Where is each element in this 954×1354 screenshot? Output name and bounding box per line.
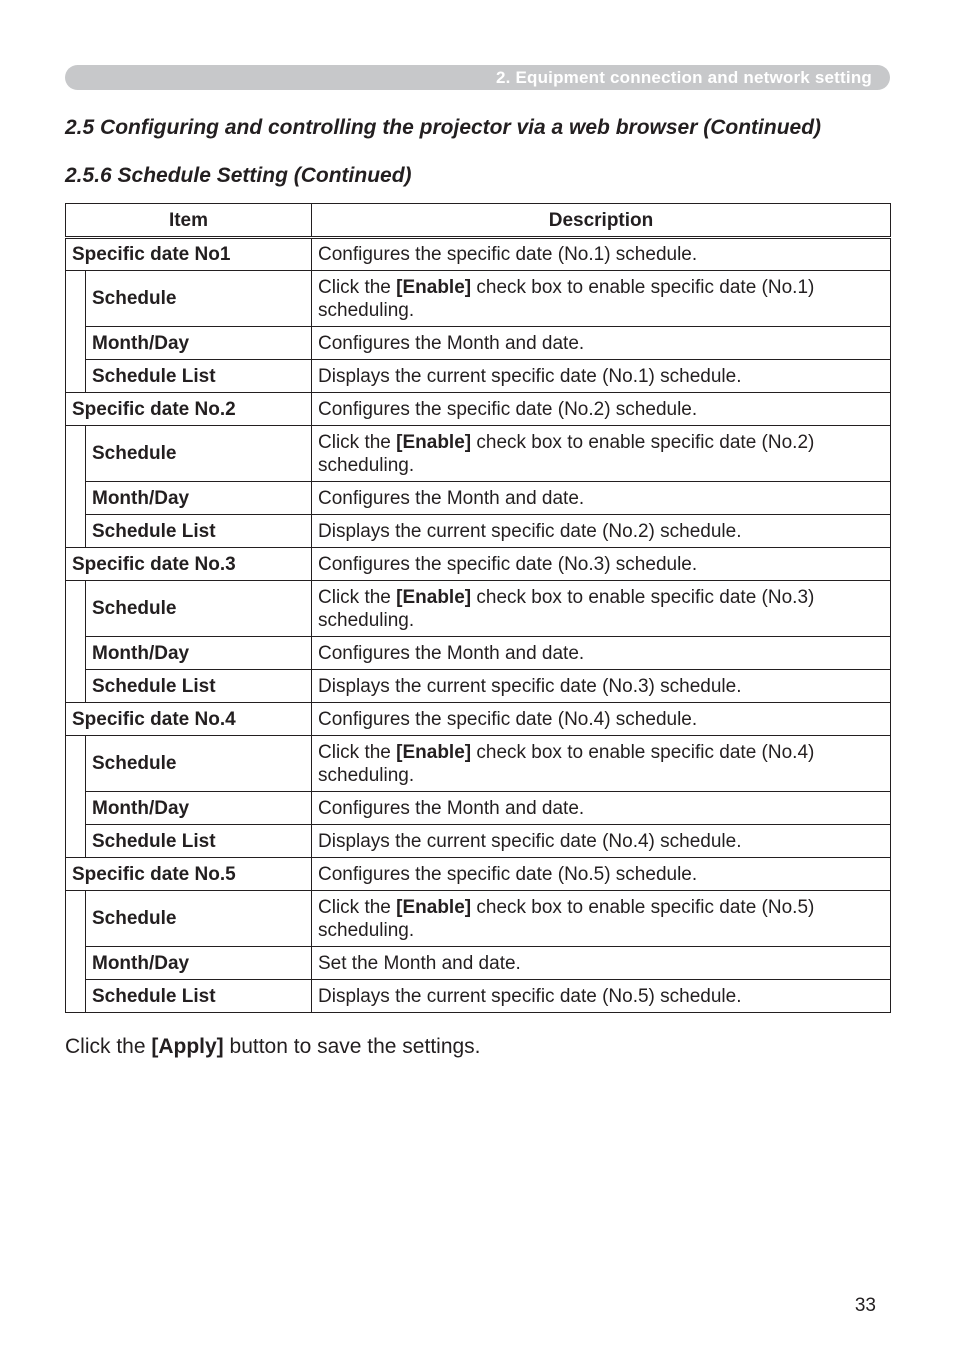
enable-keyword: [Enable] — [396, 431, 472, 453]
schedule-description-pre: Click the — [318, 431, 397, 453]
schedule-list-label: Schedule List — [86, 515, 312, 548]
month-day-label: Month/Day — [86, 947, 312, 980]
schedule-list-description: Displays the current specific date (No.4) schedule. — [312, 825, 891, 858]
schedule-row — [66, 581, 891, 637]
indent-cell — [66, 360, 86, 393]
month-day-description: Configures the Month and date. — [312, 637, 891, 670]
month-day-label: Month/Day — [86, 792, 312, 825]
schedule-list-row — [66, 980, 891, 1013]
section-title: 2.5 Configuring and controlling the projector via a web browser (Continued) — [65, 116, 822, 139]
schedule-settings-table — [65, 203, 891, 1013]
subsection-title: 2.5.6 Schedule Setting (Continued) — [65, 164, 412, 187]
table-header-row — [66, 204, 891, 238]
schedule-list-description: Displays the current specific date (No.1) schedule. — [312, 360, 891, 393]
apply-instruction-pre: Click the — [65, 1035, 152, 1058]
group-item-label: Specific date No.3 — [66, 548, 312, 581]
schedule-label: Schedule — [86, 581, 312, 637]
month-day-label: Month/Day — [86, 482, 312, 515]
group-row — [66, 858, 891, 891]
group-row — [66, 238, 891, 271]
indent-cell — [66, 327, 86, 360]
schedule-description — [312, 891, 891, 947]
schedule-description-post: check box to enable specific date (No.5) scheduling. — [318, 896, 815, 941]
group-row — [66, 393, 891, 426]
enable-keyword: [Enable] — [396, 896, 472, 918]
schedule-description — [312, 271, 891, 327]
schedule-row — [66, 736, 891, 792]
group-item-label: Specific date No.4 — [66, 703, 312, 736]
indent-cell — [66, 637, 86, 670]
schedule-description-post: check box to enable specific date (No.2) scheduling. — [318, 431, 815, 476]
schedule-description — [312, 426, 891, 482]
enable-keyword: [Enable] — [396, 741, 472, 763]
indent-cell — [66, 825, 86, 858]
month-day-description: Set the Month and date. — [312, 947, 891, 980]
month-day-row — [66, 947, 891, 980]
month-day-description: Configures the Month and date. — [312, 327, 891, 360]
month-day-row — [66, 327, 891, 360]
group-item-label: Specific date No.5 — [66, 858, 312, 891]
group-item-description: Configures the specific date (No.4) schedule. — [312, 703, 891, 736]
enable-keyword: [Enable] — [396, 586, 472, 608]
schedule-description — [312, 736, 891, 792]
schedule-row — [66, 426, 891, 482]
indent-cell — [66, 482, 86, 515]
indent-cell — [66, 792, 86, 825]
schedule-list-description: Displays the current specific date (No.2) schedule. — [312, 515, 891, 548]
schedule-label: Schedule — [86, 426, 312, 482]
apply-instruction — [65, 1034, 481, 1060]
indent-cell — [66, 581, 86, 637]
group-item-description: Configures the specific date (No.2) schedule. — [312, 393, 891, 426]
schedule-list-label: Schedule List — [86, 670, 312, 703]
schedule-description-post: check box to enable specific date (No.4) scheduling. — [318, 741, 815, 786]
month-day-description: Configures the Month and date. — [312, 792, 891, 825]
indent-cell — [66, 891, 86, 947]
description-column-header: Description — [312, 204, 891, 238]
group-row — [66, 703, 891, 736]
schedule-description-post: check box to enable specific date (No.3) scheduling. — [318, 586, 815, 631]
group-item-description: Configures the specific date (No.1) schedule. — [312, 238, 891, 271]
schedule-row — [66, 891, 891, 947]
month-day-description: Configures the Month and date. — [312, 482, 891, 515]
schedule-description — [312, 581, 891, 637]
indent-cell — [66, 271, 86, 327]
schedule-description-pre: Click the — [318, 276, 397, 298]
schedule-label: Schedule — [86, 891, 312, 947]
schedule-list-label: Schedule List — [86, 825, 312, 858]
indent-cell — [66, 515, 86, 548]
indent-cell — [66, 426, 86, 482]
schedule-list-row — [66, 825, 891, 858]
schedule-list-description: Displays the current specific date (No.3) schedule. — [312, 670, 891, 703]
schedule-description-post: check box to enable specific date (No.1) scheduling. — [318, 276, 815, 321]
month-day-label: Month/Day — [86, 327, 312, 360]
group-item-label: Specific date No1 — [66, 238, 312, 271]
group-item-label: Specific date No.2 — [66, 393, 312, 426]
group-row — [66, 548, 891, 581]
month-day-row — [66, 482, 891, 515]
schedule-label: Schedule — [86, 736, 312, 792]
month-day-row — [66, 637, 891, 670]
page-number: 33 — [854, 1295, 876, 1316]
group-item-description: Configures the specific date (No.5) schedule. — [312, 858, 891, 891]
schedule-description-pre: Click the — [318, 586, 397, 608]
schedule-list-row — [66, 515, 891, 548]
apply-instruction-post: button to save the settings. — [223, 1035, 481, 1058]
apply-keyword: [Apply] — [151, 1035, 224, 1058]
schedule-list-label: Schedule List — [86, 980, 312, 1013]
month-day-label: Month/Day — [86, 637, 312, 670]
indent-cell — [66, 736, 86, 792]
month-day-row — [66, 792, 891, 825]
schedule-list-label: Schedule List — [86, 360, 312, 393]
section-header-label: 2. Equipment connection and network setting — [495, 68, 872, 87]
indent-cell — [66, 670, 86, 703]
schedule-row — [66, 271, 891, 327]
schedule-list-row — [66, 670, 891, 703]
section-header-bar — [65, 65, 890, 90]
schedule-description-pre: Click the — [318, 896, 397, 918]
group-item-description: Configures the specific date (No.3) schedule. — [312, 548, 891, 581]
schedule-label: Schedule — [86, 271, 312, 327]
enable-keyword: [Enable] — [396, 276, 472, 298]
indent-cell — [66, 947, 86, 980]
schedule-list-row — [66, 360, 891, 393]
item-column-header: Item — [66, 204, 312, 238]
schedule-description-pre: Click the — [318, 741, 397, 763]
indent-cell — [66, 980, 86, 1013]
schedule-list-description: Displays the current specific date (No.5) schedule. — [312, 980, 891, 1013]
